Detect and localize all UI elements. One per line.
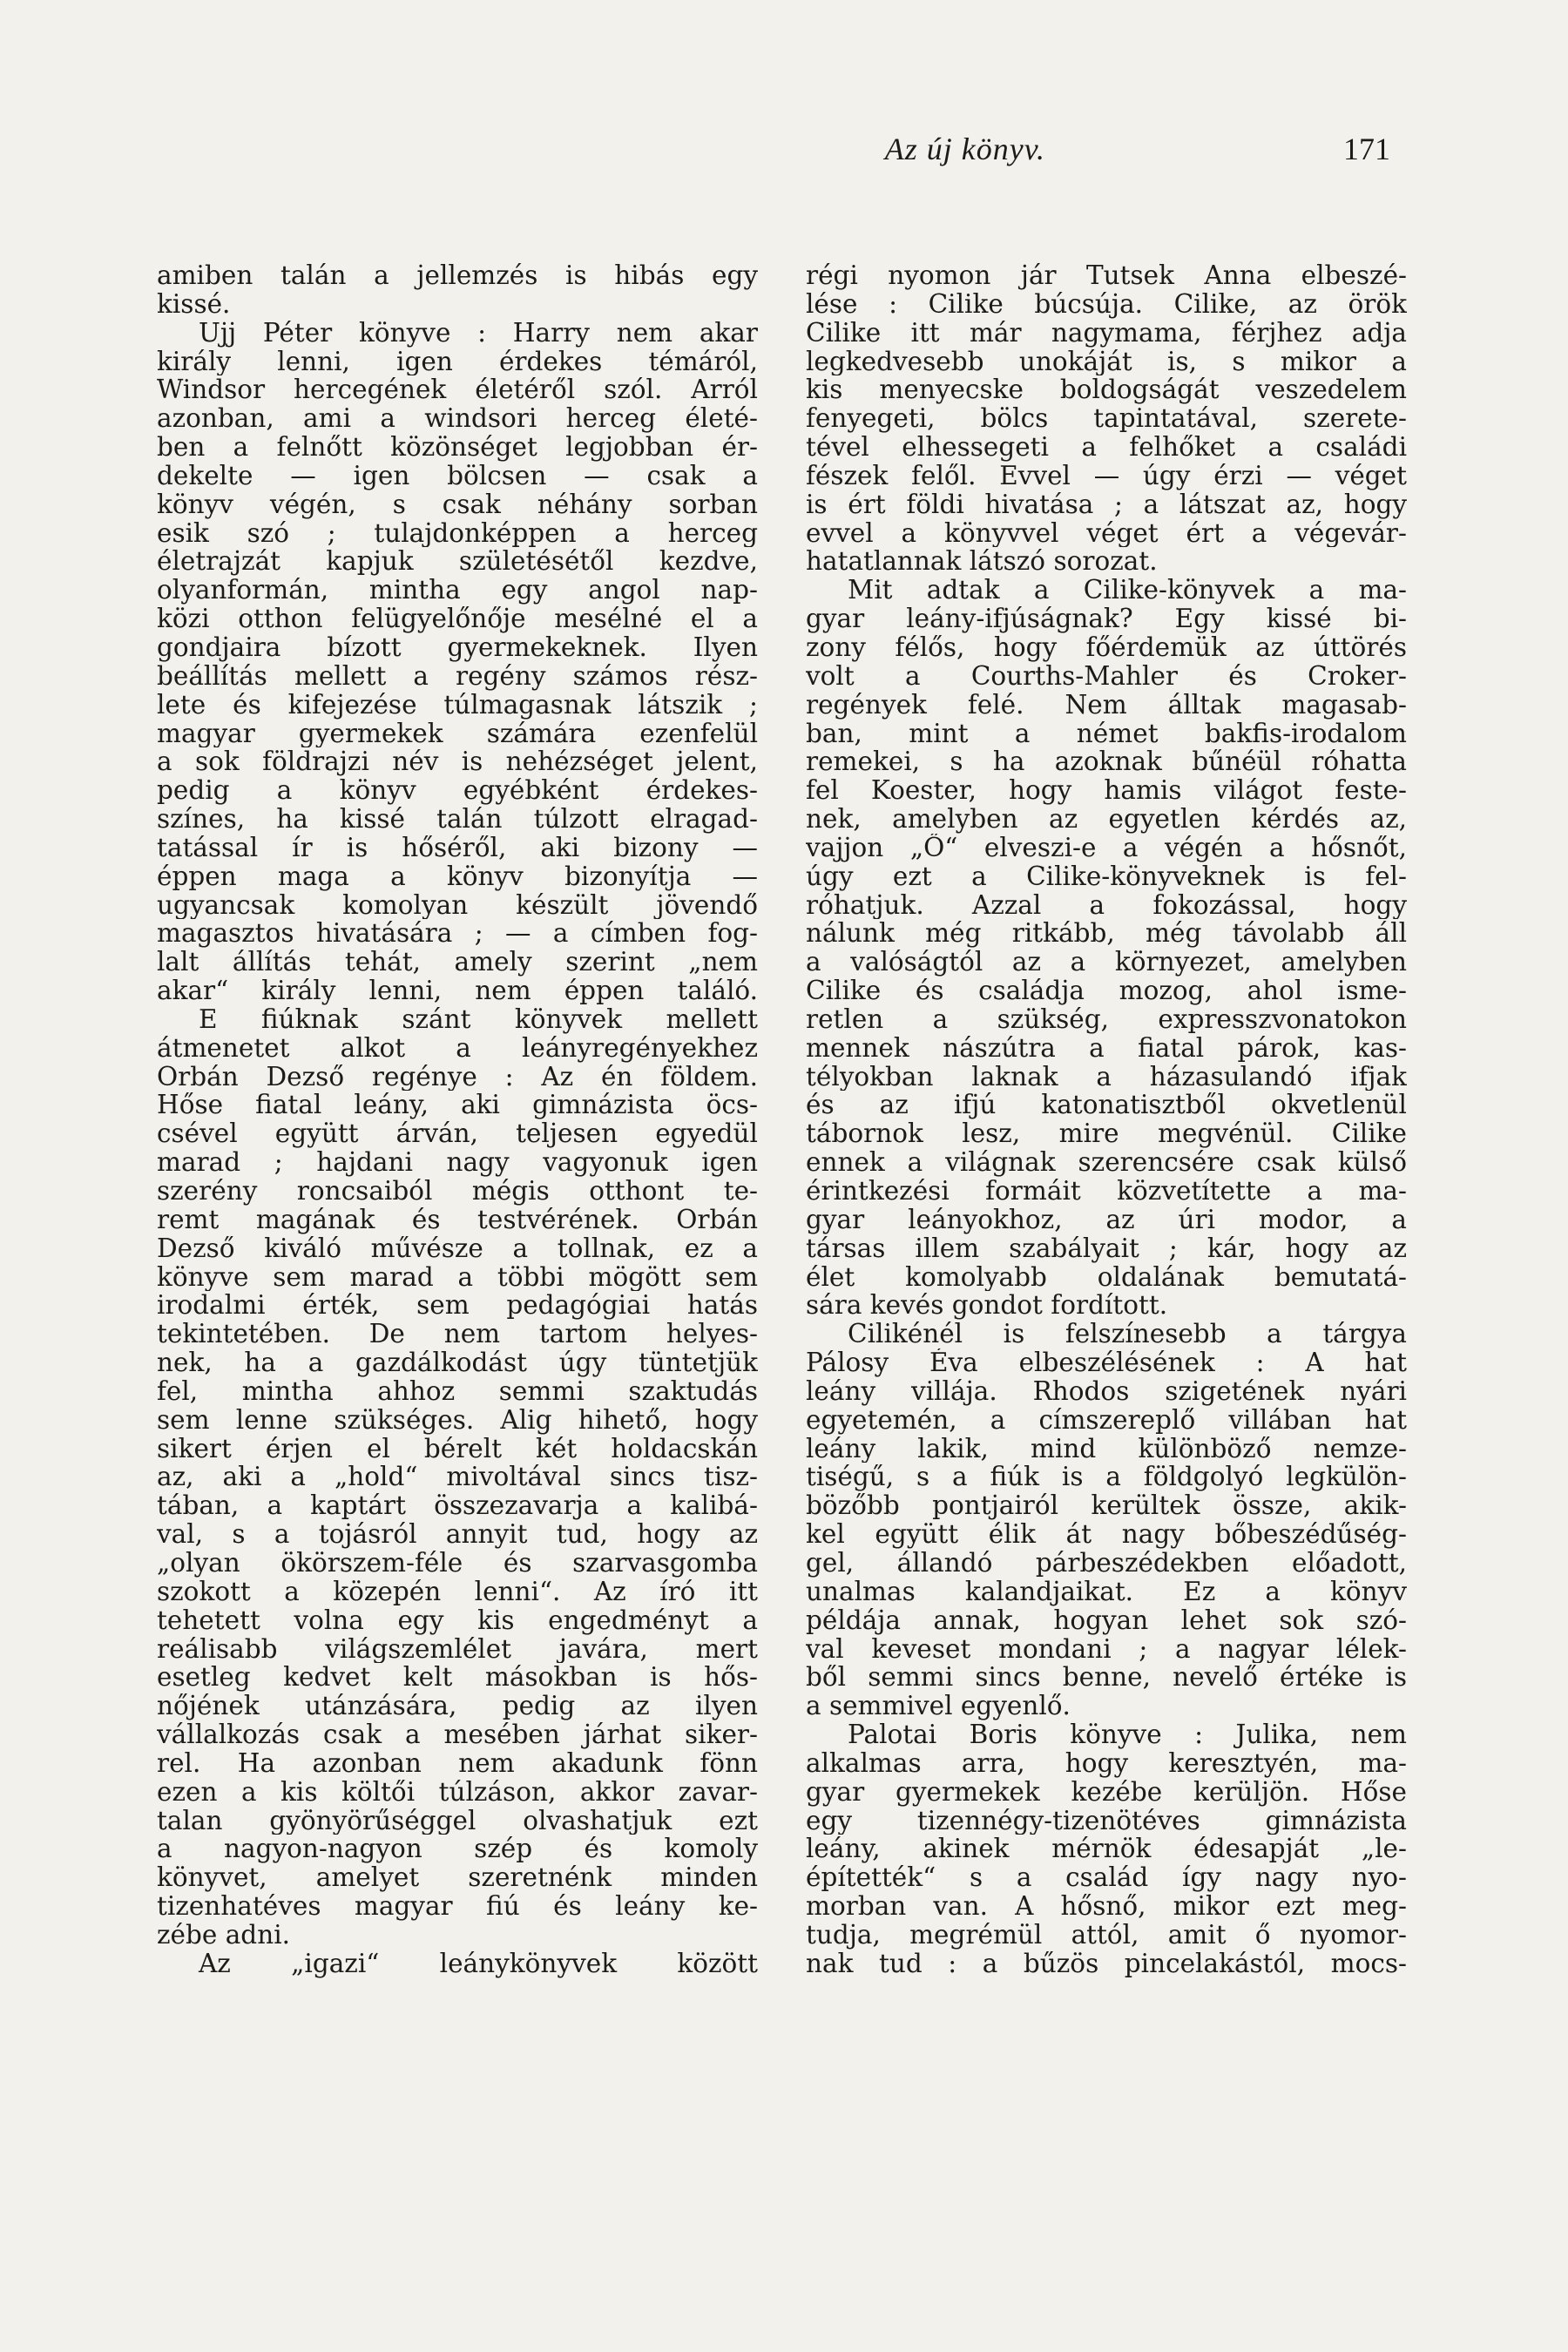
running-title: Az új könyv. — [884, 132, 1045, 166]
text-line: talan gyönyörűséggel olvashatjuk ezt — [157, 1806, 758, 1835]
text-line: úgy ezt a Cilike-könyveknek is fel- — [806, 862, 1407, 891]
text-line: régi nyomon jár Tutsek Anna elbeszé- — [806, 261, 1407, 290]
text-line: tábornok lesz, mire megvénül. Cilike — [806, 1119, 1407, 1149]
text-line: ennek a világnak szerencsére csak külső — [806, 1148, 1407, 1177]
text-line: Palotai Boris könyve : Julika, nem — [848, 1720, 1407, 1749]
text-line: val keveset mondani ; a nagyar lélek- — [806, 1634, 1407, 1664]
text-line: esetleg kedvet kelt másokban is hős- — [157, 1663, 758, 1693]
text-line: fenyegeti, bölcs tapintatával, szerete- — [806, 404, 1407, 434]
text-line: egyetemén, a címszereplő villában hat — [806, 1405, 1407, 1435]
text-line: ezen a kis költői túlzáson, akkor zavar- — [157, 1777, 758, 1807]
text-line: színes, ha kissé talán túlzott elragad- — [157, 805, 758, 834]
text-line: példája annak, hogyan lehet sok szó- — [806, 1605, 1407, 1635]
text-line: csével együtt árván, teljesen egyedül — [157, 1119, 758, 1149]
text-line: tában, a kaptárt összezavarja a kalibá- — [157, 1491, 758, 1521]
text-line: unalmas kalandjaikat. Ez a könyv — [806, 1577, 1407, 1606]
text-line: beállítás mellett a regény számos rész- — [157, 661, 758, 691]
text-line: gondjaira bízott gyermekeknek. Ilyen — [157, 632, 758, 662]
text-line: Dezső kiváló művésze a tollnak, ez a — [157, 1233, 758, 1263]
text-line: kel együtt élik át nagy bőbeszédűség- — [806, 1520, 1407, 1549]
text-line: közi otthon felügyelőnője mesélné el a — [157, 605, 758, 633]
text-line: ugyancsak komolyan készült jövendő — [157, 890, 758, 920]
text-line: Orbán Dezső regénye : Az én földem. — [157, 1062, 758, 1092]
text-line: átmenetet alkot a leányregényekhez — [157, 1033, 758, 1063]
text-line: a valóságtól az a környezet, amelyben — [806, 948, 1407, 977]
text-line: pedig a könyv egyébként érdekes- — [157, 776, 758, 806]
text-line: dekelte — igen bölcsen — csak a — [157, 461, 758, 490]
text-line: télyokban laknak a házasulandó ifjak — [806, 1062, 1407, 1092]
text-line: sikert érjen el bérelt két holdacskán — [157, 1434, 758, 1463]
text-line: nek, amelyben az egyetlen kérdés az, — [806, 805, 1407, 834]
text-line: regények felé. Nem álltak magasab- — [806, 690, 1407, 720]
text-line: morban van. A hősnő, mikor ezt meg- — [806, 1892, 1407, 1921]
text-line: irodalmi érték, sem pedagógiai hatás — [157, 1291, 758, 1321]
text-line: esik szó ; tulajdonképpen a herceg — [157, 518, 758, 548]
text-line: marad ; hajdani nagy vagyonuk igen — [157, 1148, 758, 1177]
text-line: nek, ha a gazdálkodást úgy tüntetjük — [157, 1348, 758, 1377]
text-line: rel. Ha azonban nem akadunk fönn — [157, 1748, 758, 1778]
text-line: vajjon „Ő“ elveszi-e a végén a hősnőt, — [806, 833, 1407, 862]
page-header — [157, 131, 1411, 174]
text-line: hatatlannak látszó sorozat. — [806, 547, 1158, 577]
text-line: ban, mint a német bakfis-irodalom — [806, 719, 1407, 748]
text-line: Mit adtak a Cilike-könyvek a ma- — [848, 576, 1407, 605]
text-line: tével elhessegeti a felhőket a családi — [806, 433, 1407, 462]
text-line: Az „igazi“ leánykönyvek között — [199, 1949, 758, 1978]
text-line: Hőse fiatal leány, aki gimnázista öcs- — [157, 1091, 758, 1120]
text-line: fel Koester, hogy hamis világot feste- — [806, 776, 1407, 806]
text-line: gyar leányokhoz, az úri modor, a — [806, 1205, 1407, 1234]
text-line: egy tizennégy-tizenötéves gimnázista — [806, 1806, 1407, 1835]
text-line: könyve sem marad a többi mögött sem — [157, 1262, 758, 1292]
text-line: tehetett volna egy kis engedményt a — [157, 1605, 758, 1635]
text-line: tudja, megrémül attól, amit ő nyomor- — [806, 1920, 1407, 1950]
text-line: nőjének utánzására, pedig az ilyen — [157, 1692, 758, 1721]
text-line: fészek felől. Evvel — úgy érzi — véget — [806, 461, 1407, 490]
text-line: mennek nászútra a fiatal párok, kas- — [806, 1033, 1407, 1063]
text-line: élet komolyabb oldalának bemutatá- — [806, 1262, 1407, 1292]
text-line: legkedvesebb unokáját is, s mikor a — [806, 347, 1407, 376]
text-line: kissé. — [157, 289, 231, 319]
right-column — [806, 261, 1407, 1978]
text-line: érintkezési formáit közvetítette a ma- — [806, 1177, 1407, 1206]
text-line: reálisabb világszemlélet javára, mert — [157, 1634, 758, 1664]
text-line: Cilike itt már nagymama, férjhez adja — [806, 318, 1407, 348]
text-line: Pálosy Éva elbeszélésének : A hat — [806, 1348, 1407, 1377]
text-line: tatással ír is hőséről, aki bizony — — [157, 833, 758, 862]
text-line: nálunk még ritkább, még távolabb áll — [806, 919, 1407, 949]
page-number: 171 — [1343, 132, 1390, 166]
text-line: retlen a szükség, expresszvonatokon — [806, 1004, 1407, 1034]
text-line: szerény roncsaiból mégis otthont te- — [157, 1177, 758, 1206]
text-line: gyar leány-ifjúságnak? Egy kissé bi- — [806, 605, 1407, 633]
left-column — [157, 261, 758, 1978]
text-line: tiségű, s a fiúk is a földgolyó legkülön- — [806, 1463, 1407, 1492]
text-line: nak tud : a bűzös pincelakástól, mocs- — [806, 1949, 1407, 1978]
text-line: volt a Courths-Mahler és Croker- — [806, 661, 1407, 691]
text-line: sára kevés gondot fordított. — [806, 1291, 1168, 1321]
text-line: akar“ király lenni, nem éppen találó. — [157, 977, 758, 1005]
text-line: remekei, s ha azoknak bűnéül róhatta — [806, 747, 1407, 777]
text-line: könyv végén, s csak néhány sorban — [157, 490, 758, 519]
text-line: a semmivel egyenlő. — [806, 1692, 1071, 1721]
text-line: építették“ s a család így nagy nyo- — [806, 1863, 1407, 1893]
text-line: fel, mintha ahhoz semmi szaktudás — [157, 1376, 758, 1406]
text-line: ben a felnőtt közönséget legjobban ér- — [157, 433, 758, 462]
text-line: zébe adni. — [157, 1920, 291, 1950]
text-line: evvel a könyvvel véget ért a végevár- — [806, 518, 1407, 548]
text-line: életrajzát kapjuk születésétől kezdve, — [157, 547, 758, 577]
text-line: val, s a tojásról annyit tud, hogy az — [157, 1520, 758, 1549]
text-line: „olyan ökörszem-féle és szarvasgomba — [157, 1548, 758, 1578]
text-line: Cilike és családja mozog, ahol isme- — [806, 977, 1407, 1005]
text-line: vállalkozás csak a mesében járhat siker- — [157, 1720, 758, 1749]
text-line: magyar gyermekek számára ezenfelül — [157, 719, 758, 748]
text-line: magasztos hivatására ; — a címben fog- — [157, 919, 758, 949]
text-line: tekintetében. De nem tartom helyes- — [157, 1320, 758, 1349]
text-line: bözőbb pontjairól kerültek össze, akik- — [806, 1491, 1407, 1521]
text-line: társas illem szabályait ; kár, hogy az — [806, 1233, 1407, 1263]
text-line: lete és kifejezése túlmagasnak látszik ; — [157, 690, 758, 720]
text-line: remt magának és testvérének. Orbán — [157, 1205, 758, 1234]
text-line: éppen maga a könyv bizonyítja — — [157, 862, 758, 891]
text-line: király lenni, igen érdekes témáról, — [157, 347, 758, 376]
text-line: ből semmi sincs benne, nevelő értéke is — [806, 1663, 1407, 1693]
text-line: a nagyon-nagyon szép és komoly — [157, 1835, 758, 1864]
text-line: Ujj Péter könyve : Harry nem akar — [199, 318, 758, 348]
text-line: lése : Cilike búcsúja. Cilike, az örök — [806, 289, 1407, 319]
text-line: gel, állandó párbeszédekben előadott, — [806, 1548, 1407, 1578]
text-line: Cilikénél is felszínesebb a tárgya — [848, 1320, 1407, 1349]
text-line: az, aki a „hold“ mivoltával sincs tisz- — [157, 1463, 758, 1492]
text-line: könyvet, amelyet szeretnénk minden — [157, 1863, 758, 1893]
text-line: róhatjuk. Azzal a fokozással, hogy — [806, 890, 1407, 920]
text-line: amiben talán a jellemzés is hibás egy — [157, 261, 758, 290]
text-line: és az ifjú katonatisztből okvetlenül — [806, 1091, 1407, 1120]
text-line: kis menyecske boldogságát veszedelem — [806, 375, 1407, 405]
text-line: gyar gyermekek kezébe kerüljön. Hőse — [806, 1777, 1407, 1807]
text-line: is ért földi hivatása ; a látszat az, hogy — [806, 490, 1407, 519]
text-line: sem lenne szükséges. Alig hihető, hogy — [157, 1405, 758, 1435]
text-line: zony félős, hogy főérdemük az úttörés — [806, 632, 1407, 662]
text-line: leány lakik, mind különböző nemze- — [806, 1434, 1407, 1463]
text-line: lalt állítás tehát, amely szerint „nem — [157, 948, 758, 977]
text-line: tizenhatéves magyar fiú és leány ke- — [157, 1892, 758, 1921]
text-line: leány villája. Rhodos szigetének nyári — [806, 1376, 1407, 1406]
text-line: szokott a közepén lenni“. Az író itt — [157, 1577, 758, 1606]
text-line: Windsor hercegének életéről szól. Arról — [157, 375, 758, 405]
text-line: a sok földrajzi név is nehézséget jelent, — [157, 747, 758, 777]
text-line: alkalmas arra, hogy keresztyén, ma- — [806, 1748, 1407, 1778]
text-line: E fiúknak szánt könyvek mellett — [199, 1004, 758, 1034]
text-line: olyanformán, mintha egy angol nap- — [157, 576, 758, 605]
text-line: azonban, ami a windsori herceg életé- — [157, 404, 758, 434]
text-line: leány, akinek mérnök édesapját „le- — [806, 1835, 1407, 1864]
